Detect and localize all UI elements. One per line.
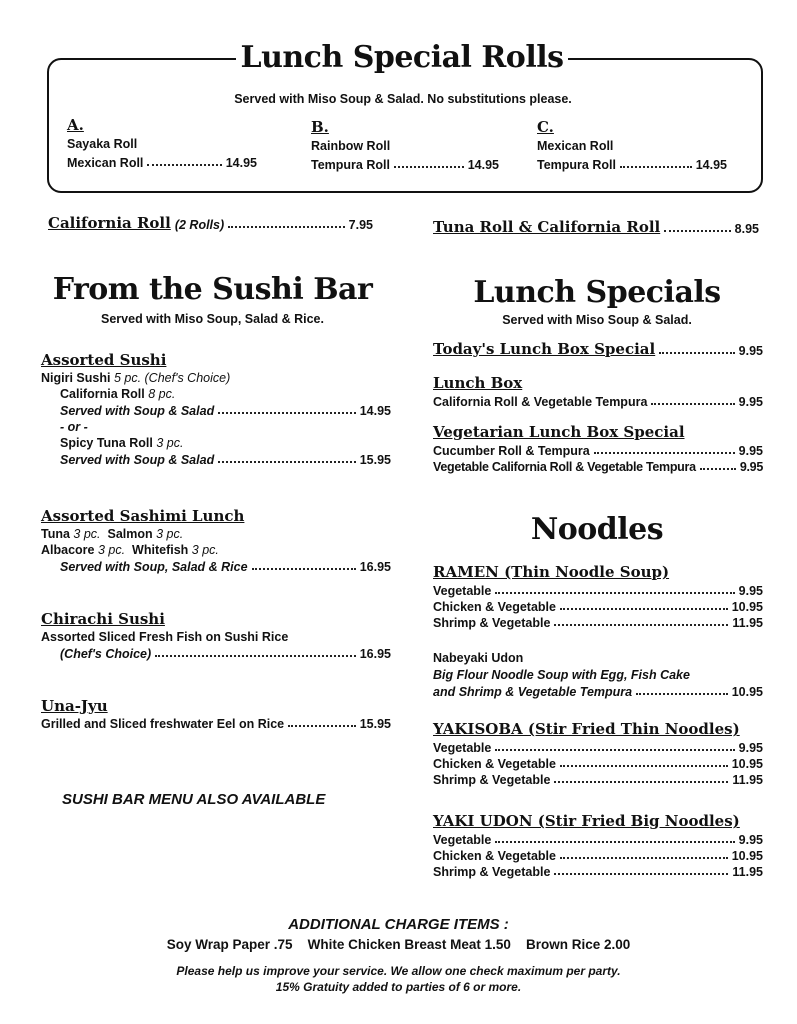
nigiri-note: 5 pc. (Chef's Choice) (113, 371, 231, 385)
lunch-box-section (433, 374, 763, 409)
vegetarian-item1: Cucumber Roll & Tempura (433, 444, 590, 458)
chirachi-section (41, 610, 391, 661)
assorted-sushi-heading: Assorted Sushi (41, 351, 167, 369)
albacore-name: Albacore (41, 543, 95, 557)
tuna-california-row (433, 218, 759, 236)
noodle-item-price: 11.95 (732, 616, 763, 630)
option-label: A. (67, 116, 84, 134)
chicken-price: 1.50 (484, 937, 511, 952)
tuna-california-price: 8.95 (734, 222, 759, 236)
nigiri-name: Nigiri Sushi (41, 371, 111, 385)
noodle-item-name: Vegetable (433, 584, 492, 598)
noodle-item-name: Shrimp & Vegetable (433, 616, 551, 630)
noodle-item-name: Vegetable (433, 741, 492, 755)
assorted-sushi-section (41, 351, 391, 467)
todays-special-name: Today's Lunch Box Special (433, 340, 656, 358)
unajyu-heading: Una-Jyu (41, 697, 108, 715)
sushi-bar-subtitle: Served with Miso Soup, Salad & Rice. (101, 312, 324, 326)
lunch-specials-subtitle: Served with Miso Soup & Salad. (502, 313, 692, 327)
noodle-item-name: Vegetable (433, 833, 492, 847)
sushi-bar-menu-note: SUSHI BAR MENU ALSO AVAILABLE (62, 791, 326, 808)
nabeyaki-price: 10.95 (731, 685, 763, 699)
vegetarian-heading: Vegetarian Lunch Box Special (433, 423, 685, 441)
whitefish-name: Whitefish (132, 543, 189, 557)
noodle-item-name: Chicken & Vegetable (433, 600, 556, 614)
lunch-box-price: 9.95 (738, 395, 763, 409)
served-soup-salad: Served with Soup & Salad (60, 404, 215, 418)
assorted-price1: 14.95 (359, 404, 391, 418)
option-b (311, 118, 499, 172)
noodle-item-price: 9.95 (738, 584, 763, 598)
unajyu-price: 15.95 (359, 717, 391, 731)
vegetarian-item2: Vegetable California Roll & Vegetable Tempura (433, 460, 696, 474)
albacore-note: 3 pc. (97, 543, 126, 557)
sashimi-served: Served with Soup, Salad & Rice (60, 560, 248, 574)
spicy-tuna-note: 3 pc. (156, 436, 184, 450)
chicken-name: White Chicken Breast Meat (307, 937, 481, 952)
lunch-special-rolls-title: Lunch Special Rolls (240, 40, 564, 75)
noodle-item-name: Chicken & Vegetable (433, 849, 556, 863)
noodle-item-price: 10.95 (731, 757, 763, 771)
noodle-item-price: 11.95 (732, 773, 763, 787)
option-line2: Tempura Roll (537, 158, 616, 172)
noodle-item-price: 10.95 (731, 600, 763, 614)
sushi-bar-title: From the Sushi Bar (52, 272, 373, 307)
california-roll-note: (2 Rolls) (174, 218, 225, 232)
sashimi-section (41, 507, 391, 574)
vegetarian-section (433, 423, 763, 474)
option-price: 14.95 (225, 156, 257, 170)
california-name: California Roll (60, 387, 145, 401)
additional-heading: ADDITIONAL CHARGE ITEMS : (288, 916, 509, 933)
whitefish-note: 3 pc. (191, 543, 219, 557)
noodle-item-name: Shrimp & Vegetable (433, 773, 551, 787)
nabeyaki-name: Nabeyaki Udon (433, 651, 524, 665)
ramen-heading: RAMEN (Thin Noodle Soup) (433, 563, 670, 581)
option-line1: Rainbow Roll (311, 139, 391, 153)
option-c (537, 118, 727, 172)
lunch-box-heading: Lunch Box (433, 374, 523, 392)
soy-wrap-name: Soy Wrap Paper (166, 937, 271, 952)
california-roll-row (48, 214, 373, 232)
todays-special-row (433, 340, 763, 358)
salmon-note: 3 pc. (156, 527, 184, 541)
lunch-box-desc: California Roll & Vegetable Tempura (433, 395, 648, 409)
vegetarian-price2: 9.95 (739, 460, 763, 474)
chirachi-desc: Assorted Sliced Fresh Fish on Sushi Rice (41, 630, 289, 644)
notes-line2: 15% Gratuity added to parties of 6 or more. (275, 980, 522, 994)
noodle-item-price: 10.95 (731, 849, 763, 863)
tuna-note: 3 pc. (73, 527, 101, 541)
or-separator: - or - (60, 420, 88, 434)
nabeyaki-section (433, 651, 763, 699)
chirachi-price: 16.95 (359, 647, 391, 661)
notes-line1: Please help us improve your service. We allow one check maximum per party. (176, 964, 621, 978)
yakiudon-section (433, 812, 763, 879)
noodles-title: Noodles (530, 512, 664, 547)
noodle-item-price: 11.95 (732, 865, 763, 879)
option-price: 14.95 (695, 158, 727, 172)
todays-special-price: 9.95 (738, 344, 763, 358)
tuna-california-name: Tuna Roll & California Roll (433, 218, 661, 236)
yakisoba-section (433, 720, 763, 787)
brown-rice-price: 2.00 (603, 937, 631, 952)
spicy-tuna-name: Spicy Tuna Roll (60, 436, 153, 450)
unajyu-section (41, 697, 391, 731)
brown-rice-name: Brown Rice (525, 937, 601, 952)
option-label: C. (537, 118, 554, 136)
lunch-specials-title: Lunch Specials (473, 275, 721, 310)
option-line2: Tempura Roll (311, 158, 390, 172)
option-a (67, 116, 257, 170)
california-roll-price: 7.95 (348, 218, 373, 232)
vegetarian-price1: 9.95 (738, 444, 763, 458)
additional-items (0, 937, 797, 952)
ramen-section (433, 563, 763, 630)
unajyu-desc: Grilled and Sliced freshwater Eel on Rice (41, 717, 285, 731)
sashimi-price: 16.95 (359, 560, 391, 574)
california-roll-name: California Roll (48, 214, 171, 232)
option-line1: Mexican Roll (537, 139, 614, 153)
noodle-item-name: Chicken & Vegetable (433, 757, 556, 771)
assorted-price2: 15.95 (359, 453, 391, 467)
option-line1: Sayaka Roll (67, 137, 138, 151)
lunch-special-rolls-subtitle: Served with Miso Soup & Salad. No substitutions please. (234, 92, 572, 106)
yakiudon-heading: YAKI UDON (Stir Fried Big Noodles) (433, 812, 740, 830)
option-label: B. (311, 118, 329, 136)
option-line2: Mexican Roll (67, 156, 144, 170)
yakisoba-heading: YAKISOBA (Stir Fried Thin Noodles) (433, 720, 740, 738)
tuna-name: Tuna (41, 527, 70, 541)
chirachi-note: (Chef's Choice) (60, 647, 152, 661)
noodle-item-price: 9.95 (738, 833, 763, 847)
salmon-name: Salmon (107, 527, 153, 541)
noodle-item-price: 9.95 (738, 741, 763, 755)
soy-wrap-price: .75 (273, 937, 293, 952)
nabeyaki-desc1: Big Flour Noodle Soup with Egg, Fish Cake (433, 668, 690, 682)
served-soup-salad: Served with Soup & Salad (60, 453, 215, 467)
noodle-item-name: Shrimp & Vegetable (433, 865, 551, 879)
option-price: 14.95 (467, 158, 499, 172)
chirachi-heading: Chirachi Sushi (41, 610, 165, 628)
nabeyaki-desc2: and Shrimp & Vegetable Tempura (433, 685, 633, 699)
sashimi-heading: Assorted Sashimi Lunch (41, 507, 245, 525)
california-note: 8 pc. (148, 387, 176, 401)
